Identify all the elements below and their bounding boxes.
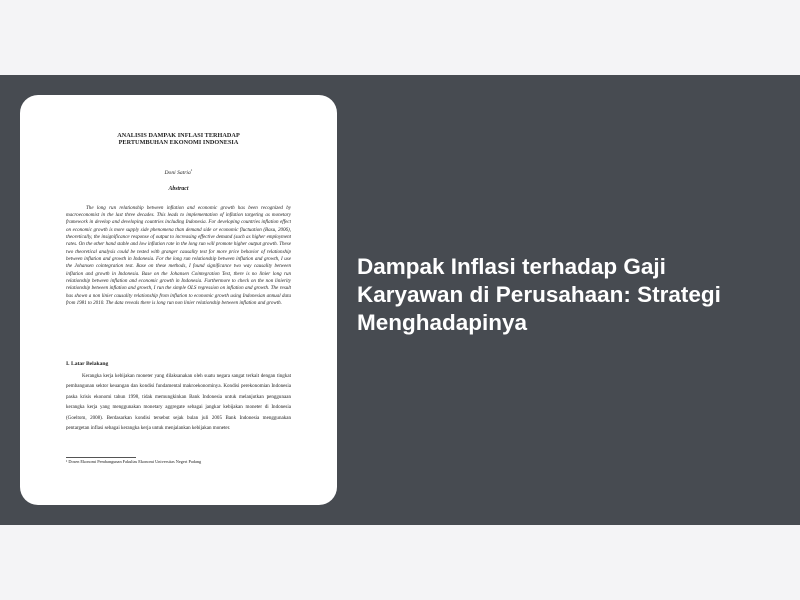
- section-body: Kerangka kerja kebijakan moneter yang dilaksanakan oleh suatu negara sangat terkait dengan tingkat pembangunan sektor keuangan dan kondisi fundamental makroekonominya. Kondisi perekonomian Indonesia paska krisis ekonomi tahun 1998, tidak memungkinkan Bank Indonesia untuk melanjutkan penggunaan kerangka kerja yang menggunakan monetary aggregate sebagai jangkar kebijakan moneter di Indonesia (Goeltom, 2008). Berdasarkan kondisi tersebut sejak bulan juli 2005 Bank Indonesia menggunakan pentargetan inflasi sebagai kerangka kerja untuk menjalankan kebijakan moneter.: [66, 372, 291, 432]
- document-preview-card[interactable]: [20, 95, 337, 505]
- document-author: [66, 167, 291, 177]
- author-name: Doni Satria: [164, 169, 191, 176]
- document-title-line-1: ANALISIS DAMPAK INFLASI TERHADAP: [117, 132, 240, 139]
- document-title-line-2: PERTUMBUHAN EKONOMI INDONESIA: [118, 139, 239, 147]
- document-page: [66, 132, 291, 465]
- footnote-divider: [66, 457, 136, 458]
- abstract-text: The long run relationship between inflation and economic growth has been recognized by macroeconomist in the last three decades. This leads to implementation of inflation targeting as monetary framework in develop and developing countries including Indonesia. For developing countries inflation effect on economic growth is more supply side phenomena than demand side or economic fluctuation (Basu, 2006), theoretically, the insignificance response of output to increasing effective demand (such as higher employment rates. On the other hand stable and low inflation rate in the long run will promote higher output growth. These two theoretical analysis could be tested with granger causality test for more price behavior of relationship between inflation and growth in Indonesia. For the long run relationship between inflation and growth, I use the Johansen cointegration test. Base on these methods, I found significance two way causality between inflation and growth in Indonesia. Base on the Johansen Cointegration Test, there is no linier long run relationship between inflation and economic growth in Indonesia. Furthermore to check on the non linierity relationship between inflation and growth, I run the simple OLS regression on inflation and growth. The result has shown a non linier causality relationship from inflation to economic growth using Indonesian annual data from 1981 to 2010. The data reveals there is long run non linier relationship between inflation and growth.: [66, 204, 291, 307]
- document-title: [66, 132, 291, 147]
- footnote: ¹ Dosen Ekonomi Pembangunan Fakultas Ekonomi Universitas Negeri Padang: [66, 458, 202, 464]
- article-headline: Dampak Inflasi terhadap Gaji Karyawan di Perusahaan: Strategi Menghadapinya: [357, 254, 721, 335]
- section-heading: I. Latar Belakang: [66, 360, 109, 367]
- abstract-heading: Abstract: [168, 185, 189, 192]
- author-footnote-marker: 1: [190, 167, 193, 172]
